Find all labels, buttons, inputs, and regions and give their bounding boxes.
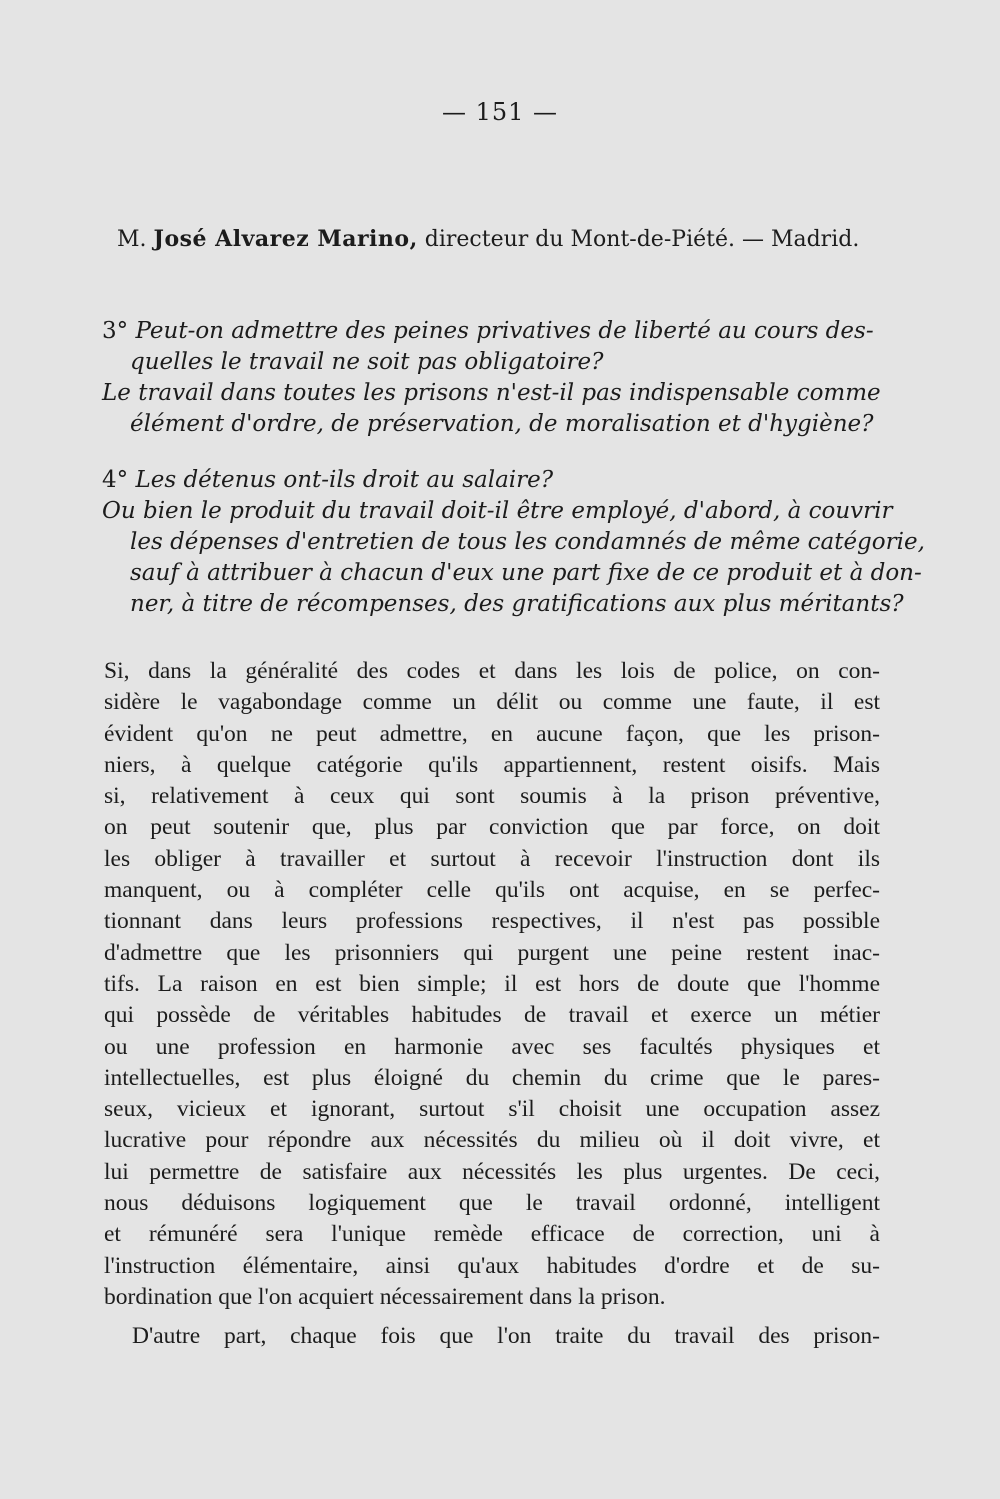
paragraph-line: tionnant dans leurs professions respectives, il n'est pas possible [104, 908, 880, 935]
paragraph-line: et rémunéré sera l'unique remède efficace de correction, uni à [104, 1221, 880, 1248]
author-line [117, 226, 887, 252]
question-line: élément d'ordre, de préservation, de moralisation et d'hygiène? [130, 411, 874, 437]
paragraph-line: ou une profession en harmonie avec ses facultés physiques et [104, 1033, 880, 1060]
paragraph-line: on peut soutenir que, plus par conviction que par force, on doit [104, 814, 880, 841]
question-4 [102, 465, 925, 620]
question-line: sauf à attribuer à chacun d'eux une part fixe de ce produit et à don- [130, 560, 922, 586]
author-name: José Alvarez Marino, [153, 226, 418, 252]
paragraph-2 [104, 1321, 880, 1352]
page-number: — 151 — [441, 98, 559, 126]
paragraph-line: si, relativement à ceux qui sont soumis à la prison préventive, [104, 783, 880, 810]
paragraph-line: d'admettre que les prisonniers qui purgent une peine restent inac- [104, 939, 880, 966]
paragraph-line: nous déduisons logiquement que le travail ordonné, intelligent [104, 1190, 880, 1217]
question-line: les dépenses d'entretien de tous les condamnés de même catégorie, [130, 529, 925, 555]
paragraph-line: les obliger à travailler et surtout à recevoir l'instruction dont ils [104, 845, 880, 872]
paragraph-line: évident qu'on ne peut admettre, en aucune façon, que les prison- [104, 720, 880, 747]
paragraph-1 [104, 656, 880, 1313]
paragraph-line: niers, à quelque catégorie qu'ils appartiennent, restent oisifs. Mais [104, 751, 880, 778]
question-text: Les détenus ont-ils droit au salaire? [135, 467, 554, 493]
question-line: ner, à titre de récompenses, des gratifications aux plus méritants? [130, 591, 904, 617]
paragraph-line: lui permettre de satisfaire aux nécessités les plus urgentes. De ceci, [104, 1158, 880, 1185]
question-3 [102, 316, 888, 440]
paragraph-line: qui possède de véritables habitudes de travail et exerce un métier [104, 1002, 880, 1029]
paragraph-line: l'instruction élémentaire, ainsi qu'aux habitudes d'ordre et de su- [104, 1252, 880, 1279]
paragraph-line: lucrative pour répondre aux nécessités du milieu où il doit vivre, et [104, 1127, 880, 1154]
paragraph-line: intellectuelles, est plus éloigné du chemin du crime que le pares- [104, 1064, 880, 1091]
paragraph-line: bordination que l'on acquiert nécessairement dans la prison. [104, 1283, 666, 1310]
paragraph-line: seux, vicieux et ignorant, surtout s'il choisit une occupation assez [104, 1096, 880, 1123]
author-affiliation: directeur du Mont-de-Piété. — Madrid. [424, 227, 860, 252]
question-number: 3° [102, 318, 129, 344]
question-line: Ou bien le produit du travail doit-il être employé, d'abord, à couvrir [102, 498, 893, 524]
paragraph-line: sidère le vagabondage comme un délit ou comme une faute, il est [104, 689, 880, 716]
paragraph-line: Si, dans la généralité des codes et dans les lois de police, on con- [104, 658, 880, 684]
question-line: Le travail dans toutes les prisons n'est-il pas indispensable comme [102, 380, 881, 406]
author-prefix: M. [117, 227, 147, 252]
question-number: 4° [102, 467, 129, 493]
paragraph-line: tifs. La raison en est bien simple; il est hors de doute que l'homme [104, 970, 880, 997]
question-line: quelles le travail ne soit pas obligatoire? [130, 349, 604, 375]
question-text: Peut-on admettre des peines privatives de liberté au cours des- [135, 318, 874, 344]
question-line [102, 316, 888, 347]
paragraph-line: manquent, ou à compléter celle qu'ils ont acquise, en se perfec- [104, 877, 880, 904]
paragraph-line: D'autre part, chaque fois que l'on traite du travail des prison- [132, 1323, 880, 1349]
question-line [102, 465, 888, 496]
